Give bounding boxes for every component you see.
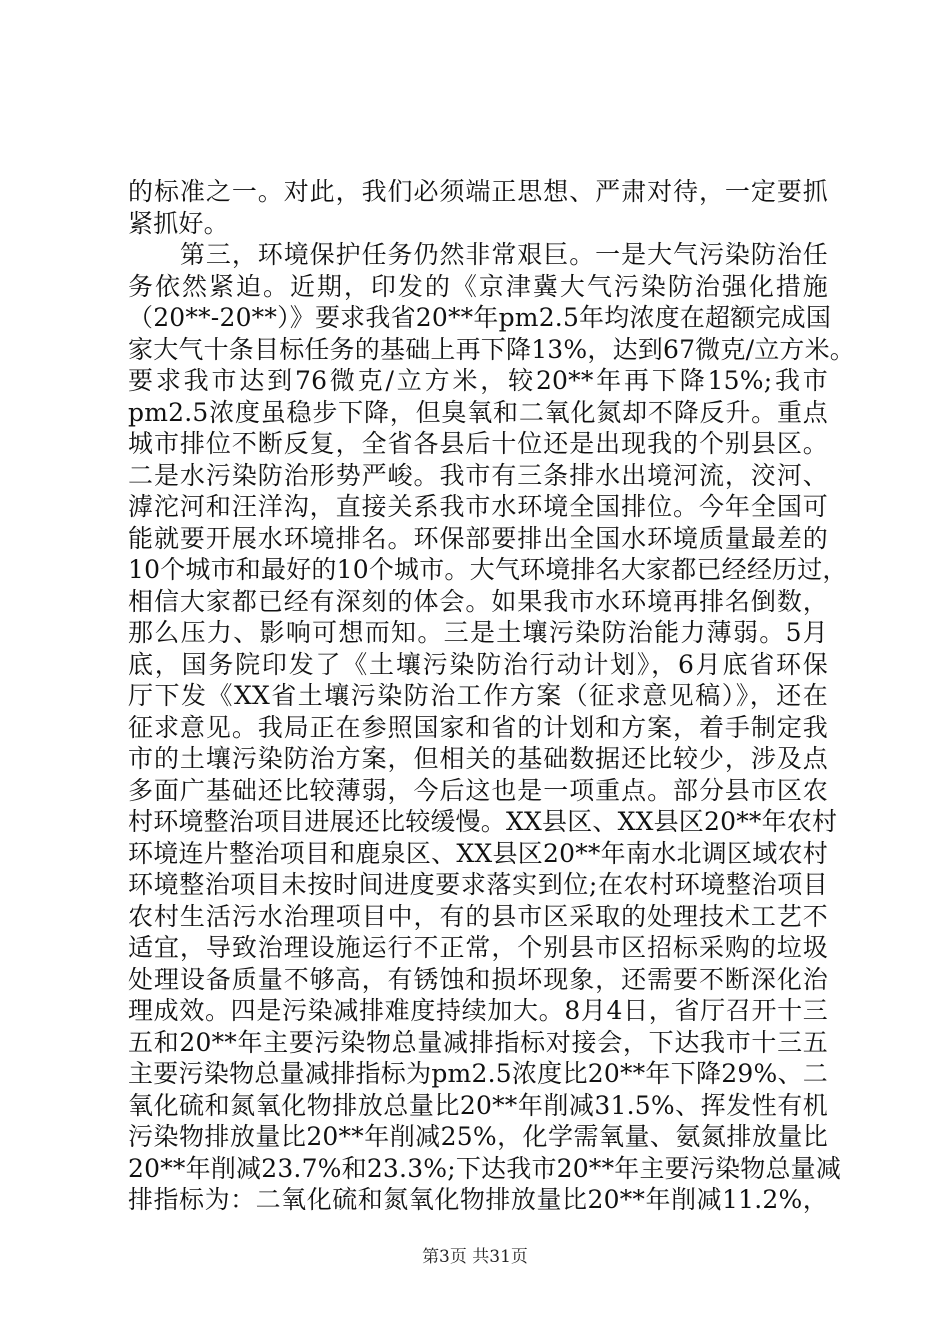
text-line: 理成效。四是污染减排难度持续加大。8月4日，省厅召开十三 — [128, 996, 828, 1025]
text-line: 环境连片整治项目和鹿泉区、XX县区20**年南水北调区域农村 — [128, 838, 828, 868]
text-line: 第三，环境保护任务仍然非常艰巨。一是大气污染防治任 — [128, 240, 828, 269]
text-line: 氧化硫和氮氧化物排放总量比20**年削减31.5%、挥发性有机 — [128, 1090, 828, 1120]
text-line: 五和20**年主要污染物总量减排指标对接会，下达我市十三五 — [128, 1027, 828, 1057]
text-line: 厅下发《XX省土壤污染防治工作方案（征求意见稿）》，还在 — [128, 681, 828, 710]
text-line: 务依然紧迫。近期，印发的《京津冀大气污染防治强化措施 — [128, 271, 828, 301]
text-line: 二是水污染防治形势严峻。我市有三条排水出境河流，洨河、 — [128, 460, 828, 490]
text-line: 市的土壤污染防治方案，但相关的基础数据还比较少，涉及点 — [128, 744, 828, 773]
text-line: 紧抓好。 — [128, 208, 229, 238]
text-line: 要求我市达到76微克/立方米，较20**年再下降15%;我市 — [128, 366, 828, 395]
text-line: 底，国务院印发了《土壤污染防治行动计划》，6月底省环保 — [128, 649, 828, 679]
text-line: 10个城市和最好的10个城市。大气环境排名大家都已经经历过， — [128, 555, 848, 584]
text-line: 20**年削减23.7%和23.3%;下达我市20**年主要污染物总量减 — [128, 1153, 842, 1183]
text-line: 排指标为：二氧化硫和氮氧化物排放量比20**年削减11.2%， — [128, 1185, 828, 1214]
text-line: （20**-20**）》要求我省20**年pm2.5年均浓度在超额完成国 — [128, 303, 832, 332]
text-line: 适宜，导致治理设施运行不正常，个别县市区招标采购的垃圾 — [128, 933, 828, 962]
text-line: 能就要开展水环境排名。环保部要排出全国水环境质量最差的 — [128, 523, 828, 553]
text-line: 村环境整治项目进展还比较缓慢。XX县区、XX县区20**年农村 — [128, 807, 838, 836]
document-body — [128, 176, 856, 1216]
text-line: 征求意见。我局正在参照国家和省的计划和方案，着手制定我 — [128, 712, 828, 742]
text-line: 处理设备质量不够高，有锈蚀和损坏现象，还需要不断深化治 — [128, 964, 828, 994]
page-footer: 第3页 共31页 — [422, 1247, 528, 1267]
text-line: 那么压力、影响可想而知。三是土壤污染防治能力薄弱。5月 — [128, 618, 828, 647]
text-line: 相信大家都已经有深刻的体会。如果我市水环境再排名倒数， — [128, 586, 828, 616]
text-line: 环境整治项目未按时间进度要求落实到位;在农村环境整治项目 — [128, 870, 828, 899]
text-line: 家大气十条目标任务的基础上再下降13%，达到67微克/立方米。 — [128, 334, 856, 364]
text-line: 城市排位不断反复，全省各县后十位还是出现我的个别县区。 — [128, 429, 828, 458]
text-line: pm2.5浓度虽稳步下降，但臭氧和二氧化氮却不降反升。重点 — [128, 397, 828, 427]
text-line: 滹沱河和汪洋沟，直接关系我市水环境全国排位。今年全国可 — [128, 492, 828, 521]
text-line: 污染物排放量比20**年削减25%，化学需氧量、氨氮排放量比 — [128, 1122, 828, 1151]
text-line: 主要污染物总量减排指标为pm2.5浓度比20**年下降29%、二 — [128, 1059, 828, 1088]
text-line: 农村生活污水治理项目中，有的县市区采取的处理技术工艺不 — [128, 901, 828, 931]
text-line: 多面广基础还比较薄弱，今后这也是一项重点。部分县市区农 — [128, 775, 828, 805]
text-line: 的标准之一。对此，我们必须端正思想、严肃对待，一定要抓 — [128, 177, 828, 206]
